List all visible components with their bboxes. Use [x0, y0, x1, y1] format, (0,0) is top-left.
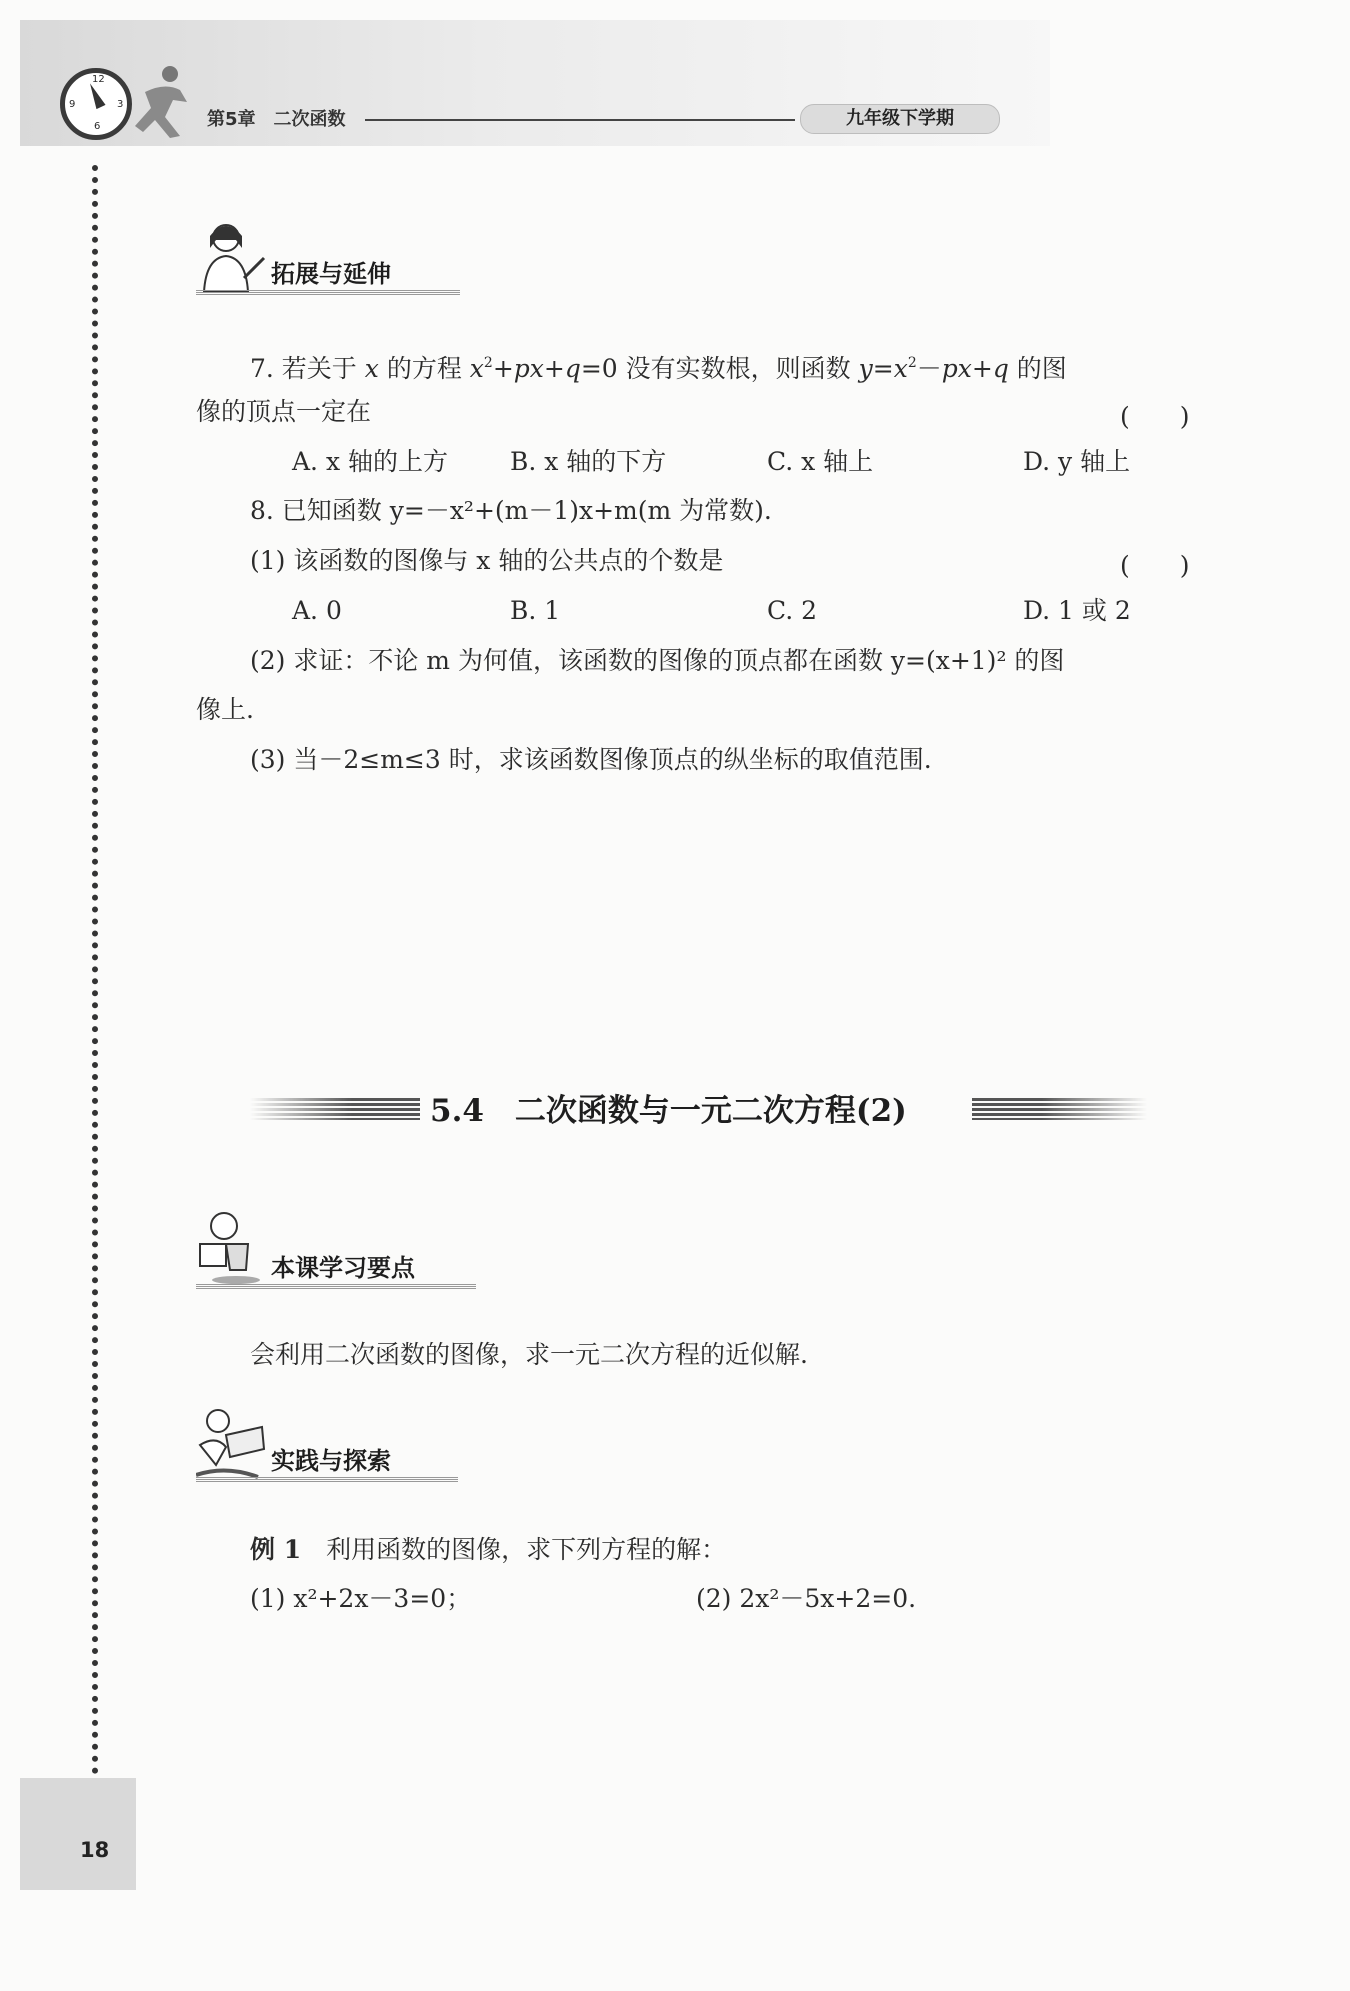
q7-option-d: D. y 轴上: [1023, 447, 1131, 476]
section-rule-left: [250, 1098, 420, 1120]
compass-needle: [85, 81, 105, 109]
q7-text-a: 7. 若关于: [250, 354, 357, 383]
compass-icon: [60, 68, 132, 140]
badge-underline: [196, 1284, 476, 1289]
key-points-badge: [196, 1208, 476, 1286]
key-points-text: 会利用二次函数的图像，求一元二次方程的近似解.: [250, 1340, 808, 1369]
q7-line1: 7. 若关于 x 的方程 $x^2+px+q=0$ 没有实数根，则函数 $y=x^2-px+q$ 的图: [250, 354, 1067, 383]
q8-part2-line2: 像上.: [196, 695, 254, 724]
q7-option-a: A. x 轴的上方: [292, 447, 448, 476]
example-label: 例 1: [250, 1535, 302, 1564]
q7-option-c: C. x 轴上: [767, 447, 874, 476]
answer-blank: ( ): [1120, 551, 1190, 580]
teacher-icon: [196, 218, 266, 296]
q8-part3: (3) 当－2≤m≤3 时，求该函数图像顶点的纵坐标的取值范围.: [250, 745, 932, 774]
extension-badge-label: 拓展与延伸: [271, 260, 391, 288]
margin-dots: [92, 165, 98, 1775]
key-points-badge-label: 本课学习要点: [271, 1254, 415, 1282]
example-eq1: (1) x²+2x－3=0；: [250, 1584, 472, 1613]
section-rule-right: [972, 1098, 1147, 1120]
badge-underline: [196, 290, 460, 295]
example-text: 利用函数的图像，求下列方程的解：: [326, 1535, 727, 1564]
q7-option-b: B. x 轴的下方: [510, 447, 667, 476]
compass-number: 12: [92, 74, 105, 85]
q8-option-a: A. 0: [292, 596, 342, 625]
q7-text-b: 的方程: [386, 354, 462, 383]
q8-part1: (1) 该函数的图像与 x 轴的公共点的个数是: [250, 546, 724, 575]
answer-blank: ( ): [1120, 402, 1190, 431]
page-number-box: [20, 1778, 136, 1890]
practice-badge-label: 实践与探索: [271, 1447, 391, 1475]
example-eq2: (2) 2x²－5x+2=0.: [696, 1584, 917, 1613]
badge-underline: [196, 1477, 458, 1482]
q8-part2-line1: (2) 求证：不论 m 为何值，该函数的图像的顶点都在函数 y=(x+1)² 的图: [250, 646, 1065, 675]
runner-icon: [125, 62, 195, 140]
chapter-title: 第5章 二次函数: [207, 109, 346, 130]
extension-badge: [196, 218, 460, 296]
compass-number: 6: [94, 121, 101, 132]
page-number: 18: [80, 1838, 110, 1862]
section-title: 5.4 二次函数与一元二次方程(2): [430, 1093, 907, 1129]
q7-text-c: 没有实数根，则函数: [625, 354, 851, 383]
compass-number: 9: [69, 99, 76, 110]
q7-text-d: 的图: [1016, 354, 1067, 383]
compass-number: 3: [117, 99, 124, 110]
practice-badge: [196, 1405, 458, 1483]
kid-with-eraser-icon: [196, 1405, 266, 1483]
q8-option-c: C. 2: [767, 596, 818, 625]
q7-line2: 像的顶点一定在: [196, 397, 372, 426]
q8-stem: 8. 已知函数 y=－x²+(m－1)x+m(m 为常数).: [250, 496, 772, 525]
grade-label: 九年级下学期: [800, 104, 1000, 134]
example-1: [250, 1533, 726, 1567]
q8-option-b: B. 1: [510, 596, 561, 625]
q8-option-d: D. 1 或 2: [1023, 596, 1131, 625]
student-icon: [196, 1208, 266, 1286]
header-divider: [365, 119, 795, 121]
